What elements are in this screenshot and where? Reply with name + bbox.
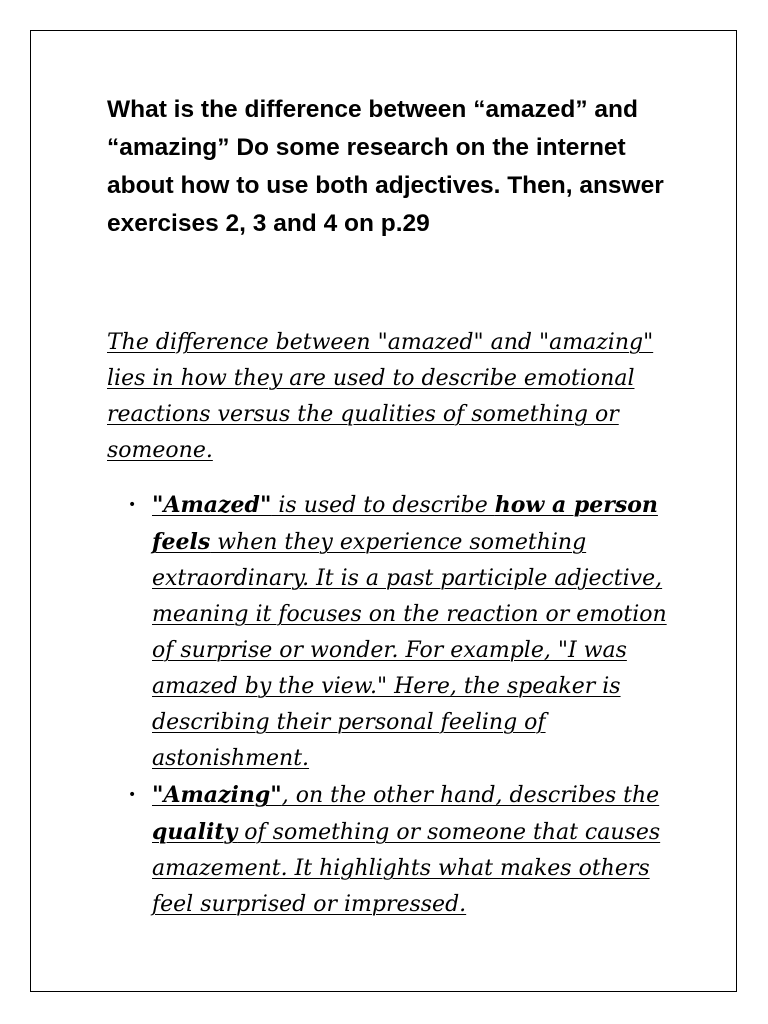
question-prompt: What is the difference between “amazed” and “amazing” Do some research on the internet about how to use both adjectives. Then, answer exercises 2, 3 and 4 on p.29 <box>107 96 664 237</box>
bullet-text <box>152 493 667 771</box>
bullet-text-part: when they experience something extraordinary. It is a past participle adjective, meaning it focuses on the reaction or emotion of surprise or wonder. For example, "I was amazed by the view." Here, the speaker is describing their personal feeling of astonishment. <box>152 530 667 771</box>
bullet-text <box>152 783 660 917</box>
bullet-emphasis: quality <box>152 819 238 845</box>
document-page <box>30 30 737 992</box>
bullet-term: "Amazing" <box>152 782 282 808</box>
bullet-dot-icon: • <box>128 497 137 513</box>
bullet-text-part: of something or someone that causes amazement. It highlights what makes others feel surprised or impressed. <box>152 820 661 917</box>
answer-intro: The difference between "amazed" and "amazing" lies in how they are used to describe emotional reactions versus the qualities of something or someone. <box>107 330 654 463</box>
bullet-item-amazed <box>128 487 667 777</box>
bullet-text-part: is used to describe <box>271 493 495 518</box>
bullet-text-part: , on the other hand, describes the <box>281 783 660 808</box>
bullet-dot-icon: • <box>128 787 137 803</box>
bullet-emphasis: how a person feels <box>152 492 658 555</box>
bullet-term: "Amazed" <box>152 492 272 518</box>
answer-section <box>107 325 667 923</box>
answer-bullet-list <box>107 487 667 923</box>
bullet-item-amazing <box>128 777 667 923</box>
